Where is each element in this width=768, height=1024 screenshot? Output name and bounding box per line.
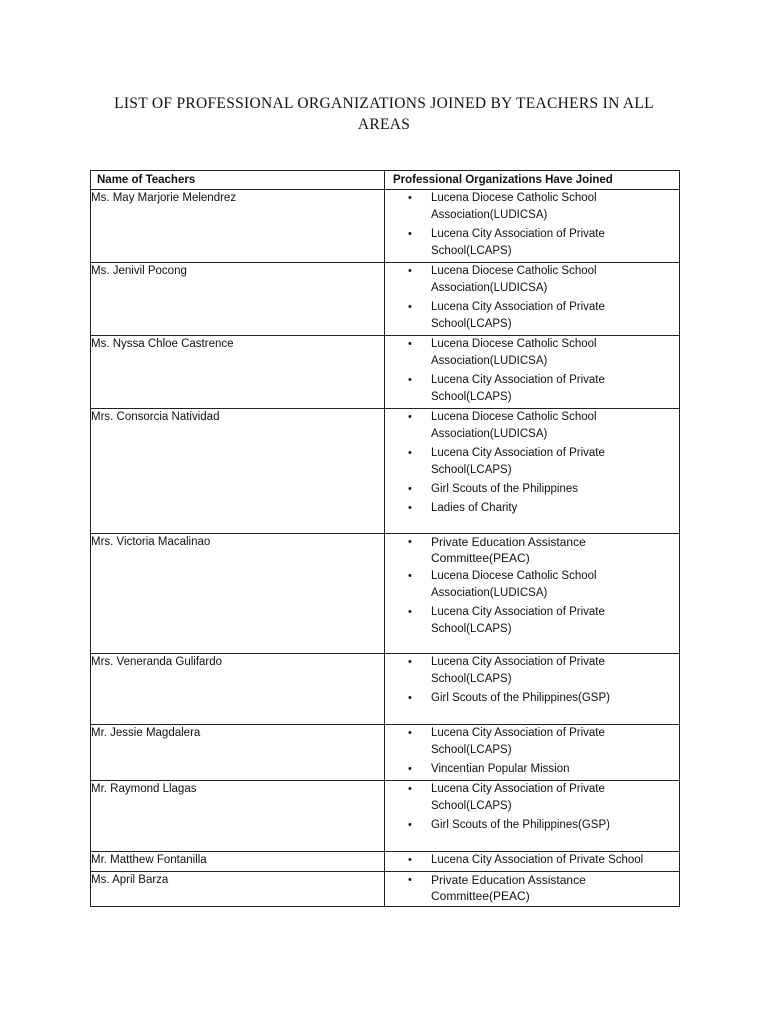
organization-item	[385, 534, 679, 566]
organizations-cell	[385, 409, 680, 534]
organization-list	[385, 654, 679, 707]
bullet-icon: •	[408, 411, 412, 423]
column-header-organizations: Professional Organizations Have Joined	[385, 171, 680, 190]
bullet-icon: •	[408, 228, 412, 240]
bullet-icon: •	[408, 874, 412, 886]
table-row	[91, 263, 680, 336]
column-header-teachers: Name of Teachers	[91, 171, 385, 190]
organizations-cell	[385, 190, 680, 263]
organizations-table	[90, 170, 680, 907]
organization-list	[385, 725, 679, 778]
title-line-2: AREAS	[357, 116, 411, 133]
organization-item	[385, 654, 679, 688]
organization-item	[385, 299, 679, 333]
organization-list	[385, 872, 679, 904]
table-row	[91, 725, 680, 781]
organization-name: Lucena Diocese Catholic School Association(LUDICSA)	[431, 265, 597, 294]
table-row	[91, 872, 680, 907]
organizations-cell	[385, 725, 680, 781]
table-row	[91, 654, 680, 725]
table-row	[91, 781, 680, 852]
title-line-1: LIST OF PROFESSIONAL ORGANIZATIONS JOINED BY TEACHERS IN ALL	[114, 95, 654, 112]
organization-name: Vincentian Popular Mission	[431, 763, 570, 775]
bullet-icon: •	[408, 783, 412, 795]
bullet-icon: •	[408, 301, 412, 313]
organization-name: Lucena Diocese Catholic School Association(LUDICSA)	[431, 192, 597, 221]
table-row	[91, 534, 680, 654]
organization-name: Private Education Assistance Committee(PEAC)	[431, 535, 586, 565]
bullet-icon: •	[408, 536, 412, 548]
organization-name: Girl Scouts of the Philippines	[431, 483, 579, 495]
bullet-icon: •	[408, 338, 412, 350]
organization-list	[385, 263, 679, 333]
bullet-icon: •	[408, 656, 412, 668]
organization-item	[385, 481, 679, 498]
table-body	[91, 190, 680, 907]
organization-list	[385, 409, 679, 517]
bullet-icon: •	[408, 502, 412, 514]
organization-name: Lucena City Association of Private School(LCAPS)	[431, 374, 605, 403]
organization-item	[385, 409, 679, 443]
table-row	[91, 336, 680, 409]
organizations-cell	[385, 534, 680, 654]
teacher-name: Ms. April Barza	[91, 872, 385, 907]
bullet-icon: •	[408, 819, 412, 831]
organization-name: Lucena City Association of Private School	[431, 854, 644, 866]
organization-name: Ladies of Charity	[431, 502, 518, 514]
organization-name: Lucena Diocese Catholic School Association(LUDICSA)	[431, 570, 597, 599]
bullet-icon: •	[408, 374, 412, 386]
organization-name: Lucena City Association of Private School(LCAPS)	[431, 656, 605, 685]
organization-name: Lucena Diocese Catholic School Association(LUDICSA)	[431, 411, 597, 440]
organizations-cell	[385, 654, 680, 725]
organization-name: Lucena City Association of Private School(LCAPS)	[431, 447, 605, 476]
organization-name: Lucena City Association of Private School(LCAPS)	[431, 228, 605, 257]
organization-list	[385, 852, 679, 869]
organization-list	[385, 336, 679, 406]
organization-list	[385, 534, 679, 638]
organization-item	[385, 190, 679, 224]
organization-item	[385, 372, 679, 406]
organizations-cell	[385, 852, 680, 872]
bullet-icon: •	[408, 606, 412, 618]
bullet-icon: •	[408, 692, 412, 704]
table-header-row	[91, 171, 680, 190]
organizations-cell	[385, 872, 680, 907]
bullet-icon: •	[408, 727, 412, 739]
organization-item	[385, 690, 679, 707]
table-row	[91, 409, 680, 534]
document-title	[90, 93, 678, 135]
table-row	[91, 190, 680, 263]
organizations-cell	[385, 336, 680, 409]
organization-name: Lucena City Association of Private School(LCAPS)	[431, 301, 605, 330]
organization-item	[385, 725, 679, 759]
teacher-name: Mr. Matthew Fontanilla	[91, 852, 385, 872]
organization-item	[385, 872, 679, 904]
organization-item	[385, 604, 679, 638]
bullet-icon: •	[408, 265, 412, 277]
organizations-cell	[385, 263, 680, 336]
organization-item	[385, 500, 679, 517]
organization-item	[385, 761, 679, 778]
teacher-name: Mr. Jessie Magdalera	[91, 725, 385, 781]
teacher-name: Mr. Raymond Llagas	[91, 781, 385, 852]
organization-item	[385, 263, 679, 297]
teacher-name: Ms. Nyssa Chloe Castrence	[91, 336, 385, 409]
table-row	[91, 852, 680, 872]
organization-item	[385, 445, 679, 479]
bullet-icon: •	[408, 447, 412, 459]
teacher-name: Mrs. Victoria Macalinao	[91, 534, 385, 654]
organization-name: Girl Scouts of the Philippines(GSP)	[431, 692, 610, 704]
teacher-name: Ms. May Marjorie Melendrez	[91, 190, 385, 263]
organization-item	[385, 817, 679, 834]
organizations-cell	[385, 781, 680, 852]
teacher-name: Mrs. Veneranda Gulifardo	[91, 654, 385, 725]
teacher-name: Mrs. Consorcia Natividad	[91, 409, 385, 534]
organization-name: Private Education Assistance Committee(PEAC)	[431, 873, 586, 903]
bullet-icon: •	[408, 763, 412, 775]
organization-name: Lucena City Association of Private School(LCAPS)	[431, 783, 605, 812]
teacher-name: Ms. Jenivil Pocong	[91, 263, 385, 336]
bullet-icon: •	[408, 570, 412, 582]
organization-name: Lucena Diocese Catholic School Association(LUDICSA)	[431, 338, 597, 367]
organization-item	[385, 568, 679, 602]
bullet-icon: •	[408, 192, 412, 204]
organization-item	[385, 226, 679, 260]
organization-item	[385, 336, 679, 370]
organization-name: Lucena City Association of Private School(LCAPS)	[431, 606, 605, 635]
bullet-icon: •	[408, 483, 412, 495]
bullet-icon: •	[408, 854, 412, 866]
organization-item	[385, 852, 679, 869]
organization-name: Girl Scouts of the Philippines(GSP)	[431, 819, 610, 831]
organization-list	[385, 190, 679, 260]
organization-item	[385, 781, 679, 815]
organization-name: Lucena City Association of Private School(LCAPS)	[431, 727, 605, 756]
organization-list	[385, 781, 679, 834]
